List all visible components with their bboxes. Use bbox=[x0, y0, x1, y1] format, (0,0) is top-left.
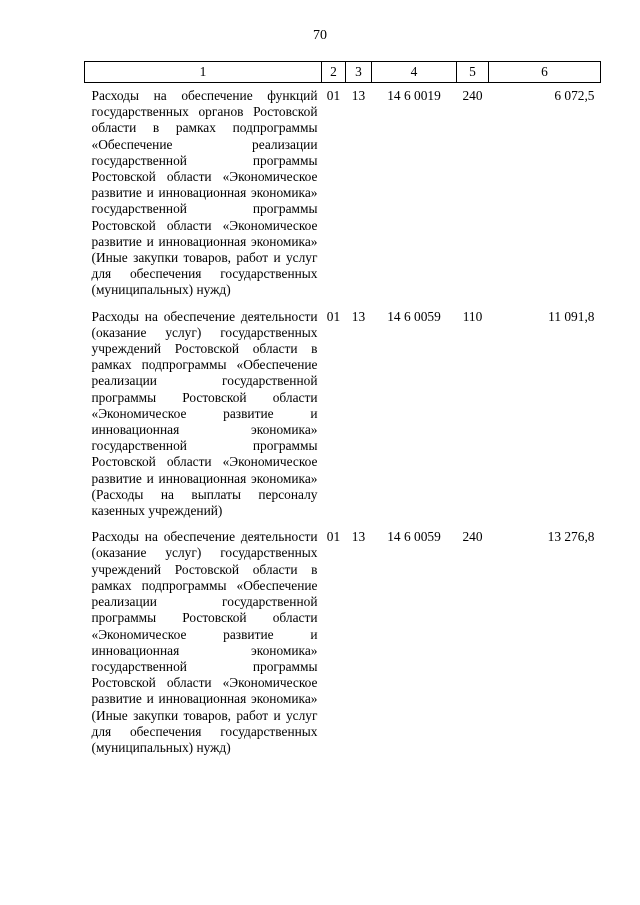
row-description: Расходы на обеспечение функций государственных органов Ростовской области в рамках подпрограммы «Обеспечение реализации государственной программы Ростовской области «Экономическое развитие и инновационная экономика» государственной программы Ростовской области «Экономическое развитие и инновационная экономика» (Иные закупки товаров, работ и услуг для обеспечения государственных (муниципальных) нужд) bbox=[91, 88, 318, 298]
header-col-3: 3 bbox=[346, 62, 372, 83]
table-row bbox=[85, 83, 601, 304]
row-section-code: 01 bbox=[326, 308, 341, 324]
row-subsection-code: 13 bbox=[351, 308, 366, 324]
row-subsection-code: 13 bbox=[351, 88, 366, 103]
row-amount: 6 072,5 bbox=[554, 88, 595, 103]
row-target-article: 14 6 0019 bbox=[387, 88, 441, 103]
row-subsection-code: 13 bbox=[351, 529, 366, 545]
header-col-5: 5 bbox=[457, 62, 489, 83]
row-expense-type: 110 bbox=[462, 308, 483, 324]
header-col-1: 1 bbox=[85, 62, 322, 83]
row-amount: 11 091,8 bbox=[548, 308, 595, 324]
row-target-article: 14 6 0059 bbox=[387, 529, 441, 545]
row-amount: 13 276,8 bbox=[547, 529, 595, 545]
header-col-6: 6 bbox=[489, 62, 601, 83]
row-section-code: 01 bbox=[326, 529, 341, 545]
row-description: Расходы на обеспечение деятельности (оказание услуг) государственных учреждений Ростовской области в рамках подпрограммы «Обеспечение реализации государственной программы Ростовской области «Экономическое развитие и инновационная экономика» государственной программы Ростовской области «Экономическое развитие и инновационная экономика» (Расходы на выплаты персоналу казенных учреждений) bbox=[91, 308, 318, 519]
budget-table bbox=[84, 61, 601, 761]
row-description: Расходы на обеспечение деятельности (оказание услуг) государственных учреждений Ростовской области в рамках подпрограммы «Обеспечение реализации государственной программы Ростовской области «Экономическое развитие и инновационная экономика» государственной программы Ростовской области «Экономическое развитие и инновационная экономика» (Иные закупки товаров, работ и услуг для обеспечения государственных (муниципальных) нужд) bbox=[91, 529, 318, 755]
header-col-2: 2 bbox=[322, 62, 346, 83]
table-header-row bbox=[85, 62, 601, 83]
row-target-article: 14 6 0059 bbox=[387, 308, 441, 324]
row-expense-type: 240 bbox=[462, 529, 483, 545]
table-row bbox=[85, 304, 601, 525]
row-expense-type: 240 bbox=[462, 88, 483, 103]
table-row bbox=[85, 524, 601, 761]
row-section-code: 01 bbox=[326, 88, 341, 103]
page-number: 70 bbox=[313, 28, 327, 43]
header-col-4: 4 bbox=[372, 62, 457, 83]
